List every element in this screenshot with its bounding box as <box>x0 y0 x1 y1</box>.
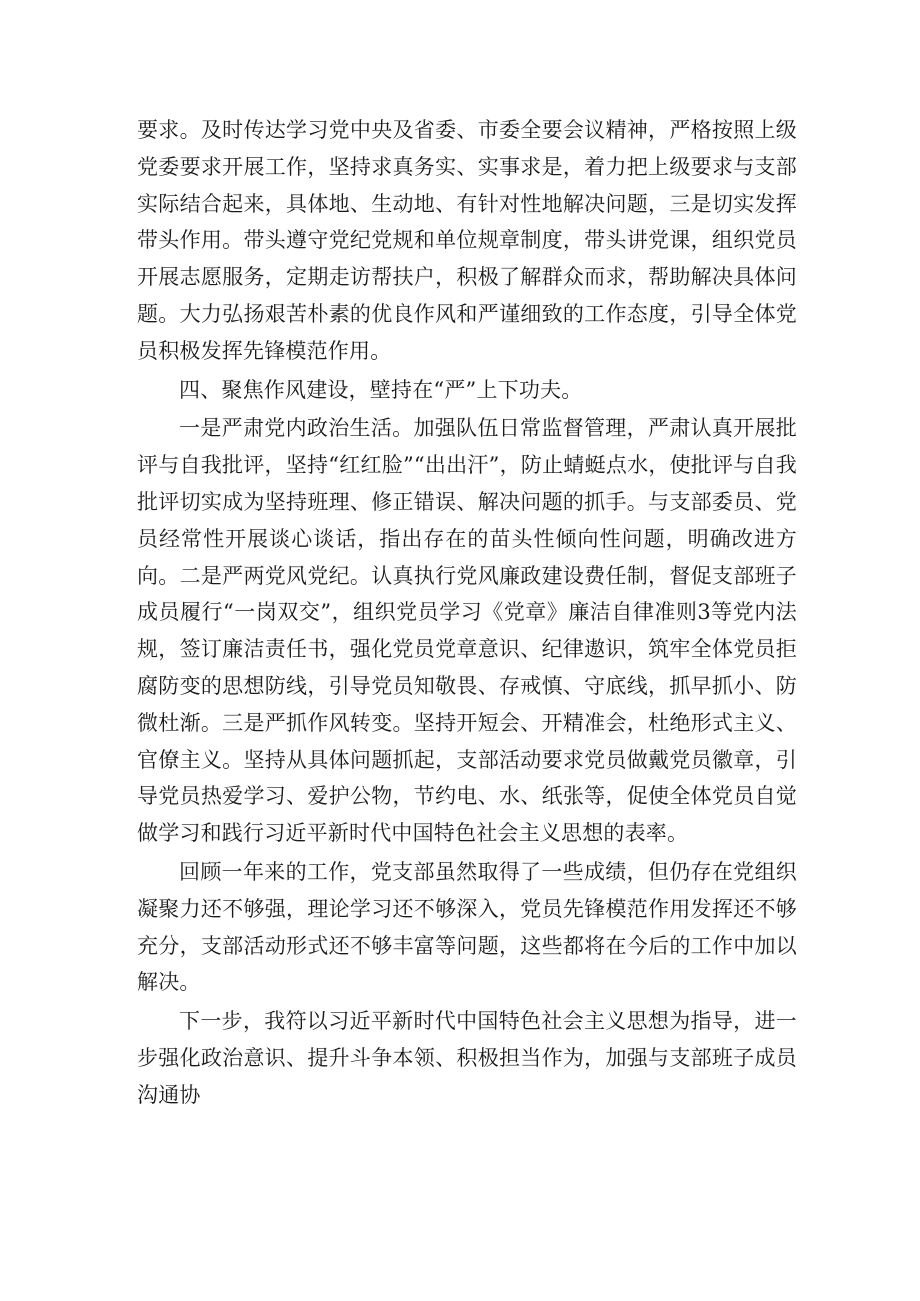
paragraph-next-step: 下一步，我符以习近平新时代中国特色社会主义思想为指导，进一步强化政治意识、提升斗争本领、积极担当作为，加强与支部班子成员沟通协 <box>137 1009 797 1107</box>
paragraph-review: 回顾一年来的工作，党支部虽然取得了一些成绩，但仍存在党组织凝聚力还不够强，理论学习还不够深入，党员先锋模范作用发挥还不够充分，支部活动形式还不够丰富等问题，这些都将在今后的工作中加以解决。 <box>137 859 797 995</box>
paragraph-strict-discipline: 一是严肃党内政治生活。加强队伍日常监督管理，严肃认真开展批评与自我批评，坚持“红红脸”“出出汗”，防止蜻蜓点水，使批评与自我批评切实成为坚持班理、修正错误、解决问题的抓手。与支部委员、党员经常性开展谈心谈话，指出存在的苗头性倾向性问题，明确改进方向。二是严两党风党纪。认真执行党风廉政建设费任制，督促支部班子成员履行“一岗双交”，组织党员学习《党章》廉洁自律准则3等党内法规，签订廉洁责任书，强化党员党章意识、纪律遨识，筑牢全体党员拒腐防变的思想防线，引导党员知敬畏、存戒慎、守底线，抓早抓小、防微杜渐。三是严抓作风转变。坚持开短会、开精准会，杜绝形式主义、官僚主义。坚持从具体问题抓起，支部活动要求党员做戴党员徽章，引导党员热爱学习、爱护公物，节约电、水、纸张等，促使全体党员自觉做学习和践行习近平新时代中国特色社会主义思想的表率。 <box>137 416 797 846</box>
paragraph-continuation: 要求。及时传达学习党中央及省委、市委全要会议精神，严格按照上级党委要求开展工作，坚持求真务实、实事求是，着力把上级要求与支部实际结合起来，具体地、生动地、有针对性地解决问题，三是切实发挥带头作用。带头遵守党纪党规和单位规章制度，带头讲党课，组织党员开展志愿服务，定期走访帮扶户，积极了解群众而求，帮助解决具体问题。大力弘扬艰苦朴素的优良作风和严谨细致的工作态度，引导全体党员积极发挥先锋模范作用。 <box>137 118 797 363</box>
document-body <box>137 112 797 1116</box>
section-heading-four: 四、聚焦作风建设，壁持在“严”上下功夫。 <box>179 377 583 402</box>
